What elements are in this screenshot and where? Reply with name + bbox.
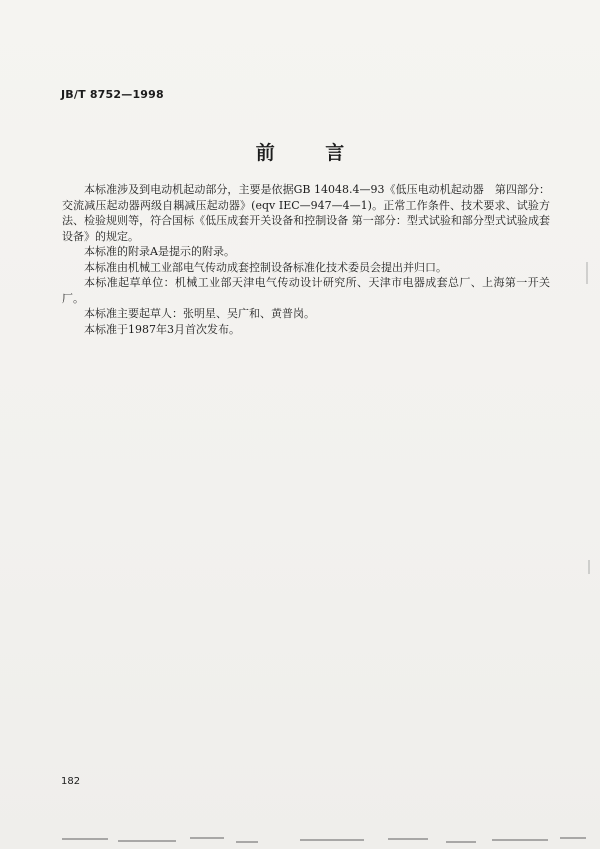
binding-mark	[588, 560, 590, 574]
page-number: 182	[61, 776, 81, 787]
paragraph-first-release: 本标准于1987年3月首次发布。	[84, 322, 240, 336]
paragraph-scope: 本标准涉及到电动机起动部分，主要是依据GB 14048.4—93《低压电动机起动器 第四部分：交流减压起动器两级自耦减压起动器》(eqv IEC—947—4—1)。正常工作条件、技术要求、试验方法、检验规则等，符合国标《低压成套开关设备和控制设备 第一部分：型式试验和部分型式试验成套设备》的规定。	[62, 183, 550, 243]
scan-edge-artifacts	[0, 832, 600, 849]
paragraph-proposer: 本标准由机械工业部电气传动成套控制设备标准化技术委员会提出并归口。	[84, 260, 447, 274]
standard-code: JB/T 8752—1998	[61, 88, 164, 101]
section-title: 前 言	[255, 142, 367, 164]
preface-body	[62, 182, 550, 337]
paragraph-drafting-units: 本标准起草单位：机械工业部天津电气传动设计研究所、天津市电器成套总厂、上海第一开关厂。	[62, 276, 550, 305]
paragraph-drafters: 本标准主要起草人：张明星、吴广和、黄普岗。	[84, 307, 315, 320]
binding-mark	[586, 262, 588, 284]
paragraph-appendix: 本标准的附录A是提示的附录。	[84, 245, 235, 258]
